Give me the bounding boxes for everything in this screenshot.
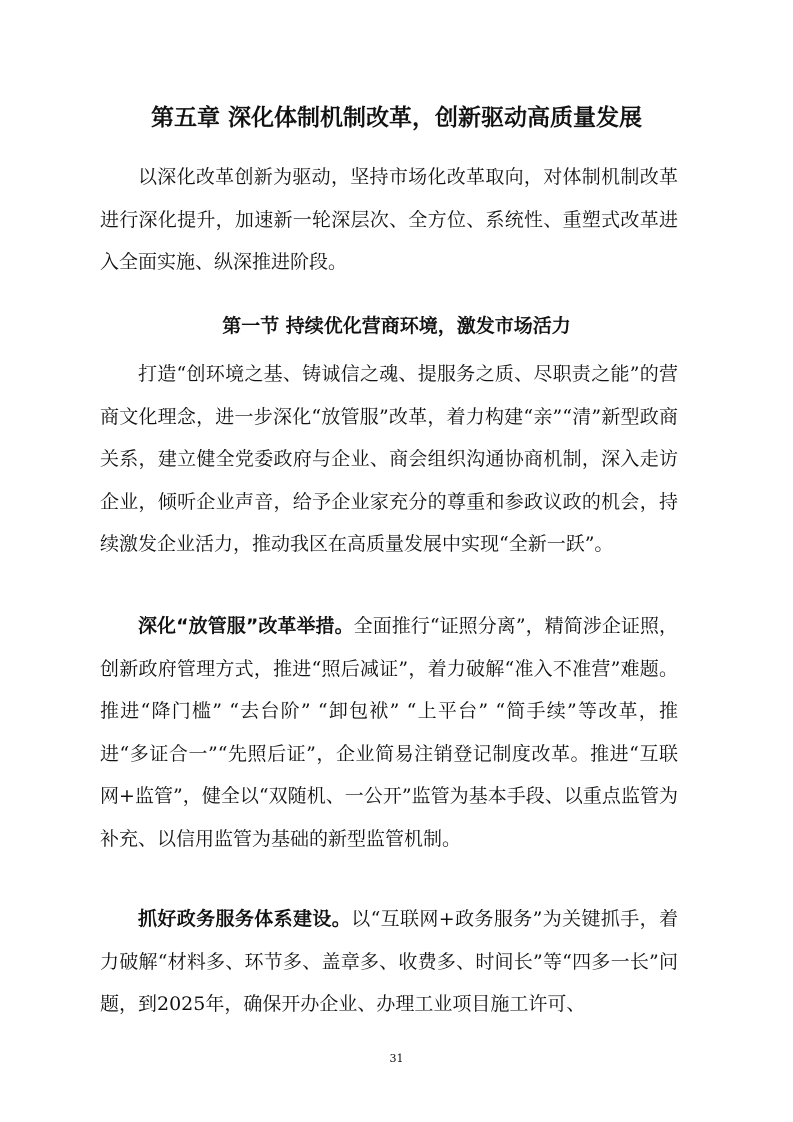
page-number: 31	[389, 1052, 404, 1065]
reform-measures-paragraph	[100, 605, 678, 861]
section-title: 第一节 持续优化营商环境，激发市场活力	[222, 315, 571, 337]
section-paragraph: 打造“创环境之基、铸诚信之魂、提服务之质、尽职责之能”的营商文化理念，进一步深化“放管服”改革，着力构建“亲”“清”新型政商关系，建立健全党委政府与企业、商会组织沟通协商机制，深入走访企业，倾听企业声音，给予企业家充分的尊重和参政议政的机会，持续激发企业活力，推动我区在高质量发展中实现“全新一跃”。	[100, 363, 678, 556]
service-system-text: 以“互联网+政务服务”为关键抓手，着力破解“材料多、环节多、盖章多、收费多、时间长”等“四多一长”问题，到2025年，确保开办企业、办理工业项目施工许可、	[100, 908, 678, 1016]
chapter-title: 第五章 深化体制机制改革，创新驱动高质量发展	[150, 105, 642, 131]
reform-measures-text: 全面推行“证照分离”，精简涉企证照，创新政府管理方式，推进“照后减证”，着力破解“准入不准营”难题。推进“降门槛” “去台阶” “卸包袱” “上平台” “简手续”等改革，推进“多证合一”“先照后证”，企业简易注销登记制度改革。推进“互联网+监管”，健全以“双随机、一公开”监管为基本手段、以重点监管为补充、以信用监管为基础的新型监管机制。	[100, 615, 678, 850]
reform-measures-lead: 深化“放管服”改革举措。	[138, 615, 354, 637]
service-system-paragraph	[100, 898, 678, 1026]
service-system-lead: 抓好政务服务体系建设。	[138, 908, 352, 930]
intro-paragraph: 以深化改革创新为驱动，坚持市场化改革取向，对体制机制改革进行深化提升，加速新一轮深层次、全方位、系统性、重塑式改革进入全面实施、纵深推进阶段。	[100, 166, 678, 274]
